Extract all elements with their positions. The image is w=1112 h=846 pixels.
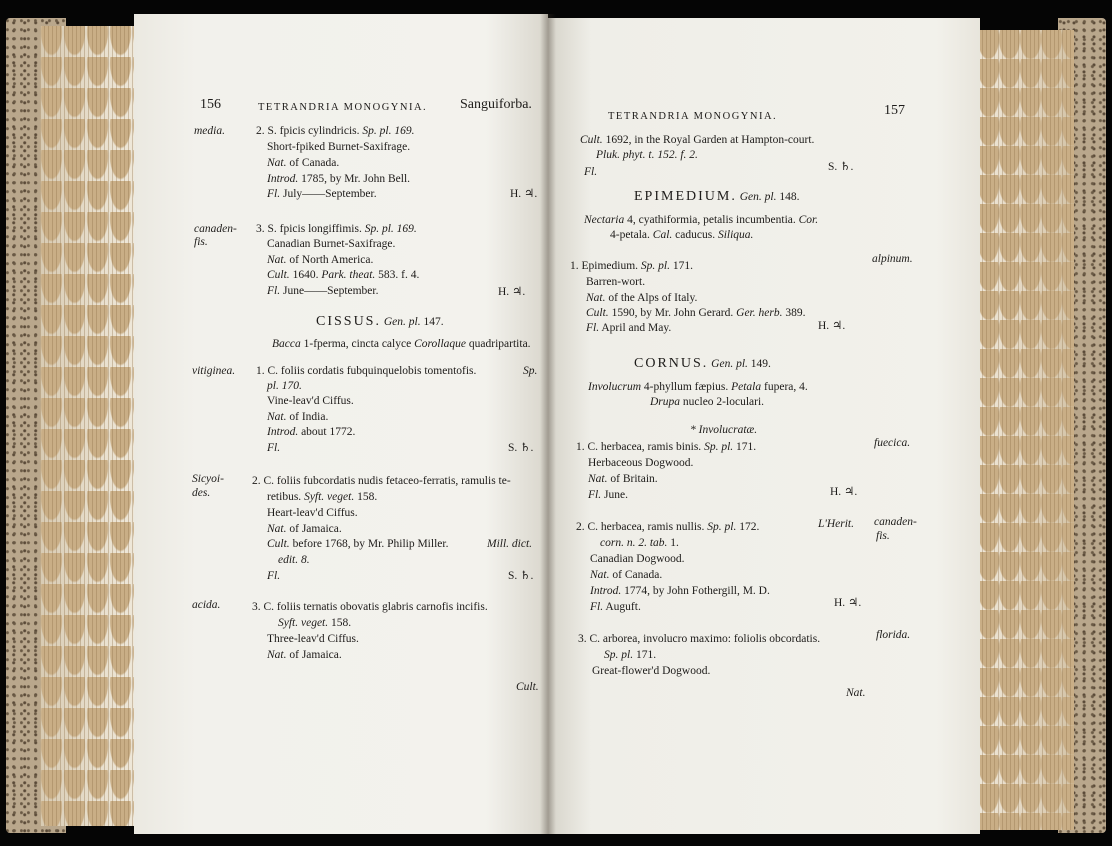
entry-line: corn. n. 2. tab. 1. xyxy=(600,537,679,549)
entry-line: Canadian Burnet-Saxifrage. xyxy=(267,238,396,250)
entry-line: Nat. of India. xyxy=(267,411,329,423)
margin-species: alpinum. xyxy=(872,253,913,265)
entry-line: Nat. of Britain. xyxy=(588,473,658,485)
entry-line: Heart-leav'd Ciffus. xyxy=(267,507,358,519)
habit-symbol: H. ♃. xyxy=(834,597,862,609)
entry-line: Great-flower'd Dogwood. xyxy=(592,665,711,677)
entry-line: edit. 8. xyxy=(278,554,310,566)
entry-line: 2. C. foliis fubcordatis nudis fetaceo-ferratis, ramulis te- xyxy=(252,475,511,487)
entry-line: 2. S. fpicis cylindricis. Sp. pl. 169. xyxy=(256,125,415,137)
entry-line: Barren-wort. xyxy=(586,276,646,288)
entry-line: Cult. 1692, in the Royal Garden at Hampton-court. xyxy=(580,134,815,146)
habit-symbol: H. ♃. xyxy=(510,188,538,200)
entry-line: Fl. June——September. xyxy=(267,285,379,297)
entry-ref: Sp. xyxy=(523,365,538,377)
entry-line: 3. S. fpicis longiffimis. Sp. pl. 169. xyxy=(256,223,417,235)
entry-line: Fl. Auguft. xyxy=(590,601,641,613)
entry-line: Fl. xyxy=(584,166,598,178)
margin-species: des. xyxy=(192,487,211,499)
genus-character: Bacca 1-fperma, cincta calyce Corollaque quadripartita. xyxy=(272,338,531,350)
entry-line: Short-fpiked Burnet-Saxifrage. xyxy=(267,141,411,153)
genus-heading-cornus: CORNUS. Gen. pl. 149. xyxy=(634,356,771,371)
habit-symbol: S. ♄. xyxy=(508,442,534,454)
genus-heading-cissus: CISSUS. Gen. pl. 147. xyxy=(316,314,444,329)
margin-species: canaden- xyxy=(194,223,237,235)
entry-line: 2. C. herbacea, ramis nullis. Sp. pl. 172. xyxy=(576,521,760,533)
entry-line: 1. C. foliis cordatis fubquinquelobis tomentofis. xyxy=(256,365,477,377)
entry-line: Fl. April and May. xyxy=(586,322,672,334)
margin-species: Sicyoi- xyxy=(192,473,224,485)
entry-line: Fl. July——September. xyxy=(267,188,377,200)
running-genus-left: Sanguiforba. xyxy=(460,97,532,112)
margin-species: florida. xyxy=(876,629,911,641)
entry-line: Syft. veget. 158. xyxy=(278,617,352,629)
entry-line: Nat. of Canada. xyxy=(267,157,340,169)
margin-species: fis. xyxy=(194,236,208,248)
entry-line: Fl. June. xyxy=(588,489,628,501)
entry-line: Cult. 1640. Park. theat. 583. f. 4. xyxy=(267,269,420,281)
genus-character: 4-petala. Cal. caducus. Siliqua. xyxy=(610,229,754,241)
entry-line: Nat. of Jamaica. xyxy=(267,523,342,535)
catchword-right: Nat. xyxy=(846,687,866,699)
genus-character: Involucrum 4-phyllum fæpius. Petala fupera, 4. xyxy=(588,381,808,393)
entry-line: Nat. of the Alps of Italy. xyxy=(586,292,698,304)
running-head-right: TETRANDRIA MONOGYNIA. xyxy=(608,111,778,122)
margin-species: canaden- xyxy=(874,516,917,528)
entry-line: Cult. before 1768, by Mr. Philip Miller. xyxy=(267,538,449,550)
entry-line: pl. 170. xyxy=(267,380,302,392)
page-number-left: 156 xyxy=(200,97,221,112)
habit-symbol: H. ♃. xyxy=(830,486,858,498)
entry-line: Introd. 1785, by Mr. John Bell. xyxy=(267,173,411,185)
margin-species: media. xyxy=(194,125,225,137)
margin-species: fuecica. xyxy=(874,437,911,449)
entry-line: 1. C. herbacea, ramis binis. Sp. pl. 171. xyxy=(576,441,757,453)
entry-line: Vine-leav'd Ciffus. xyxy=(267,395,354,407)
entry-line: Fl. xyxy=(267,570,281,582)
entry-line: Cult. 1590, by Mr. John Gerard. Ger. herb. 389. xyxy=(586,307,806,319)
entry-line: Introd. 1774, by John Fothergill, M. D. xyxy=(590,585,770,597)
genus-character: Drupa nucleo 2-loculari. xyxy=(650,396,765,408)
section-heading: * Involucratæ. xyxy=(690,424,758,436)
entry-line: 3. C. arborea, involucro maximo: foliolis obcordatis. xyxy=(578,633,821,645)
entry-line: Sp. pl. 171. xyxy=(604,649,657,661)
entry-line: 1. Epimedium. Sp. pl. 171. xyxy=(570,260,693,272)
habit-symbol: S. ♄. xyxy=(828,161,854,173)
habit-symbol: H. ♃. xyxy=(818,320,846,332)
page-edges-left xyxy=(40,26,136,826)
entry-ref: L'Herit. xyxy=(818,518,855,530)
entry-line: retibus. Syft. veget. 158. xyxy=(267,491,378,503)
entry-line: Nat. of Canada. xyxy=(590,569,663,581)
genus-heading-epimedium: EPIMEDIUM. Gen. pl. 148. xyxy=(634,189,800,204)
catchword-left: Cult. xyxy=(516,681,539,693)
margin-species: fis. xyxy=(876,530,890,542)
genus-character: Nectaria 4, cyathiformia, petalis incumbentia. Cor. xyxy=(584,214,819,226)
entry-line: Canadian Dogwood. xyxy=(590,553,685,565)
entry-ref: Mill. dict. xyxy=(487,538,533,550)
entry-line: Nat. of North America. xyxy=(267,254,374,266)
habit-symbol: H. ♃. xyxy=(498,286,526,298)
entry-line: Fl. xyxy=(267,442,281,454)
habit-symbol: S. ♄. xyxy=(508,570,534,582)
margin-species: acida. xyxy=(192,599,221,611)
entry-line: 3. C. foliis ternatis obovatis glabris carnofis incifis. xyxy=(252,601,488,613)
page-edges-right xyxy=(978,30,1074,830)
entry-line: Herbaceous Dogwood. xyxy=(588,457,694,469)
running-head-left: TETRANDRIA MONOGYNIA. xyxy=(258,102,428,113)
page-number-right: 157 xyxy=(884,103,905,118)
margin-species: vitiginea. xyxy=(192,365,236,377)
entry-line: Introd. about 1772. xyxy=(267,426,356,438)
book-gutter xyxy=(540,14,556,834)
entry-line: Three-leav'd Ciffus. xyxy=(267,633,359,645)
entry-line: Pluk. phyt. t. 152. f. 2. xyxy=(596,149,698,161)
entry-line: Nat. of Jamaica. xyxy=(267,649,342,661)
